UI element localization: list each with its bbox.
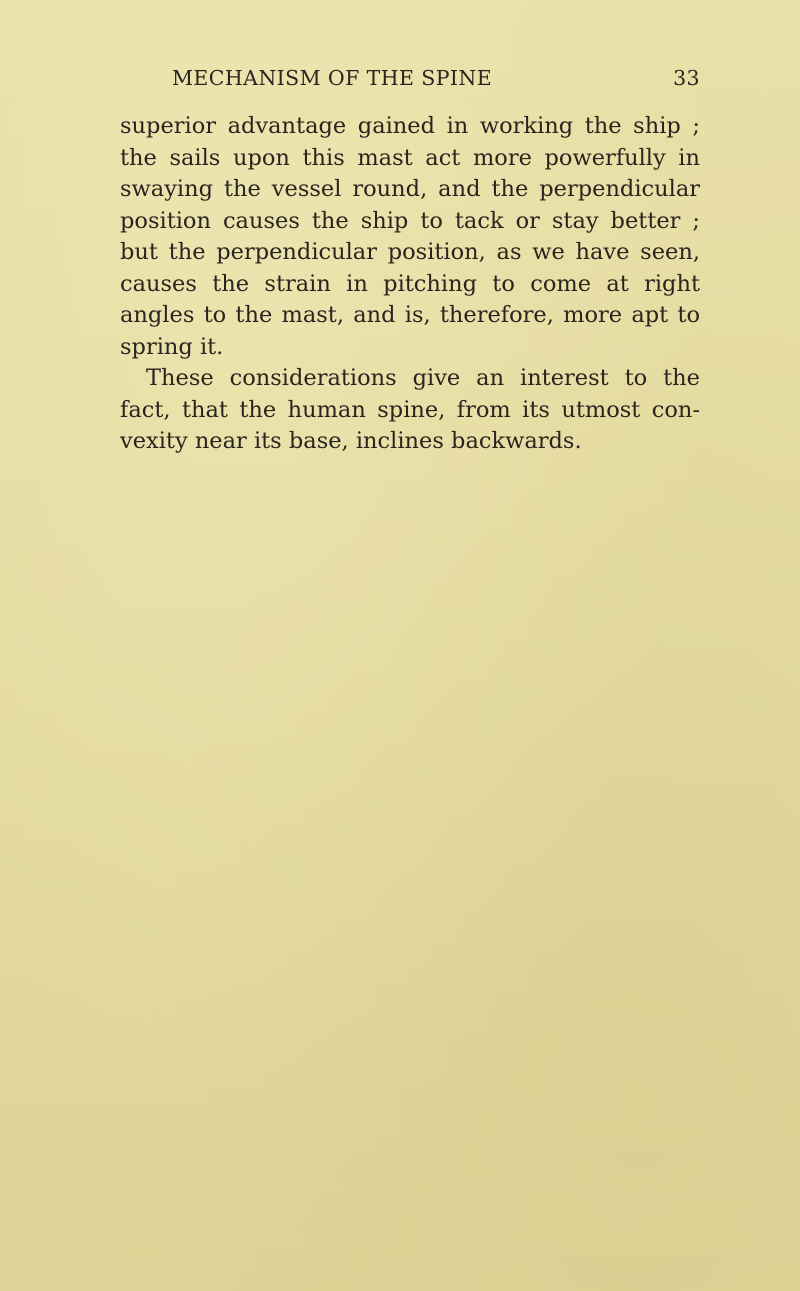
body-text <box>120 111 700 458</box>
text-line: These considerations give an interest to the <box>146 365 700 391</box>
paragraph-2 <box>120 363 700 458</box>
text-line: causes the strain in pitching to come at right <box>120 270 700 297</box>
text-line: spring it. <box>120 333 224 360</box>
text-line: angles to the mast, and is, therefore, more apt to <box>120 302 700 328</box>
text-line: vexity near its base, inclines backwards. <box>120 428 582 454</box>
page-header <box>110 66 710 96</box>
text-line: but the perpendicular position, as we have seen, <box>120 239 700 265</box>
text-line: position causes the ship to tack or stay better ; <box>120 207 700 234</box>
text-line: fact, that the human spine, from its utmost con- <box>120 396 700 423</box>
text-line: superior advantage gained in working the ship ; <box>120 113 700 139</box>
paragraph-1 <box>120 111 700 363</box>
running-head: MECHANISM OF THE SPINE <box>172 66 493 90</box>
text-line: the sails upon this mast act more powerfully in <box>120 144 700 171</box>
text-line: swaying the vessel round, and the perpendicular <box>120 176 700 202</box>
page-number: 33 <box>673 66 700 90</box>
